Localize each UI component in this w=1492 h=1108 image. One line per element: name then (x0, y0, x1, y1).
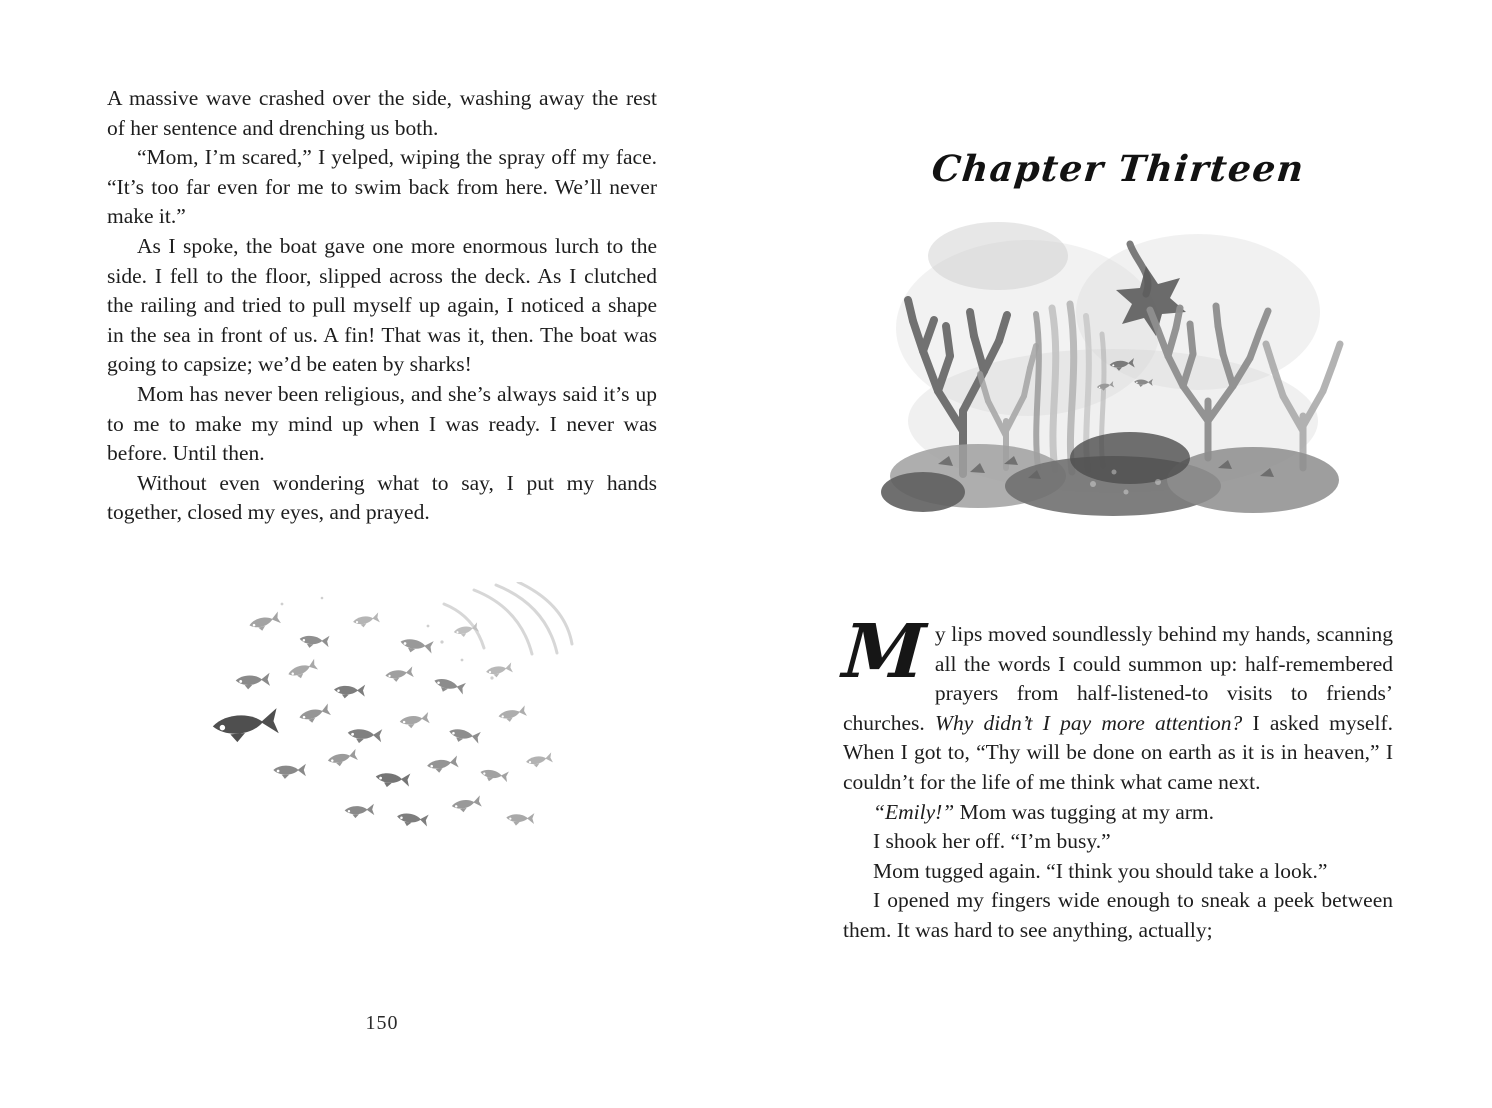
left-page-text (107, 84, 657, 528)
paragraph: I opened my fingers wide enough to sneak a peek between them. It was hard to see anything, actually; (843, 888, 1393, 942)
paragraph: Without even wondering what to say, I put my hands together, closed my eyes, and prayed. (107, 470, 657, 525)
page-number: 150 (365, 1012, 399, 1034)
emily-italic: “Emily!” (873, 799, 955, 824)
paragraph: “Mom, I’m scared,” I yelped, wiping the spray off my face. “It’s too far even for me to swim back from here. We’ll never make it.” (107, 145, 657, 229)
coral-reef-illustration (878, 216, 1350, 520)
paragraph-opening (839, 609, 1393, 798)
drop-cap: M (839, 609, 928, 695)
opening-text-2: I asked myself. When I got to, “Thy will be done on earth as it is in heaven,” I couldn’t for the life of me think what came next. (843, 710, 1393, 794)
paragraph: Mom has never been religious, and she’s always said it’s up to me to make my mind up when I was ready. I never was before. Until then. (107, 381, 657, 466)
paragraph: I shook her off. “I’m busy.” (873, 829, 1111, 854)
paragraph (843, 798, 1393, 828)
opening-italic: Why didn’t I pay more attention? (935, 710, 1243, 735)
paragraph: As I spoke, the boat gave one more enormous lurch to the side. I fell to the floor, slipped across the deck. As I clutched the railing and tried to pull myself up again, I noticed a shape in the sea in front of us. A fin! That was it, then. The boat was going to capsize; we’d be eaten by sharks! (107, 233, 657, 377)
chapter-title: Chapter Thirteen (929, 148, 1307, 190)
opening-text: y lips moved soundlessly behind my hands, scanning all the words I could summon up: half-remembered prayers from half-listened-to visits to friends’ churches. (843, 622, 1393, 735)
left-page (107, 84, 657, 528)
right-page-text (839, 609, 1393, 946)
right-page (839, 609, 1393, 946)
chapter-heading (843, 148, 1393, 190)
fish-school-illustration (192, 582, 580, 840)
paragraph: Mom tugged again. “I think you should take a look.” (873, 858, 1328, 883)
emily-text: Mom was tugging at my arm. (954, 799, 1214, 824)
paragraph: A massive wave crashed over the side, washing away the rest of her sentence and drenching us both. (107, 86, 657, 140)
